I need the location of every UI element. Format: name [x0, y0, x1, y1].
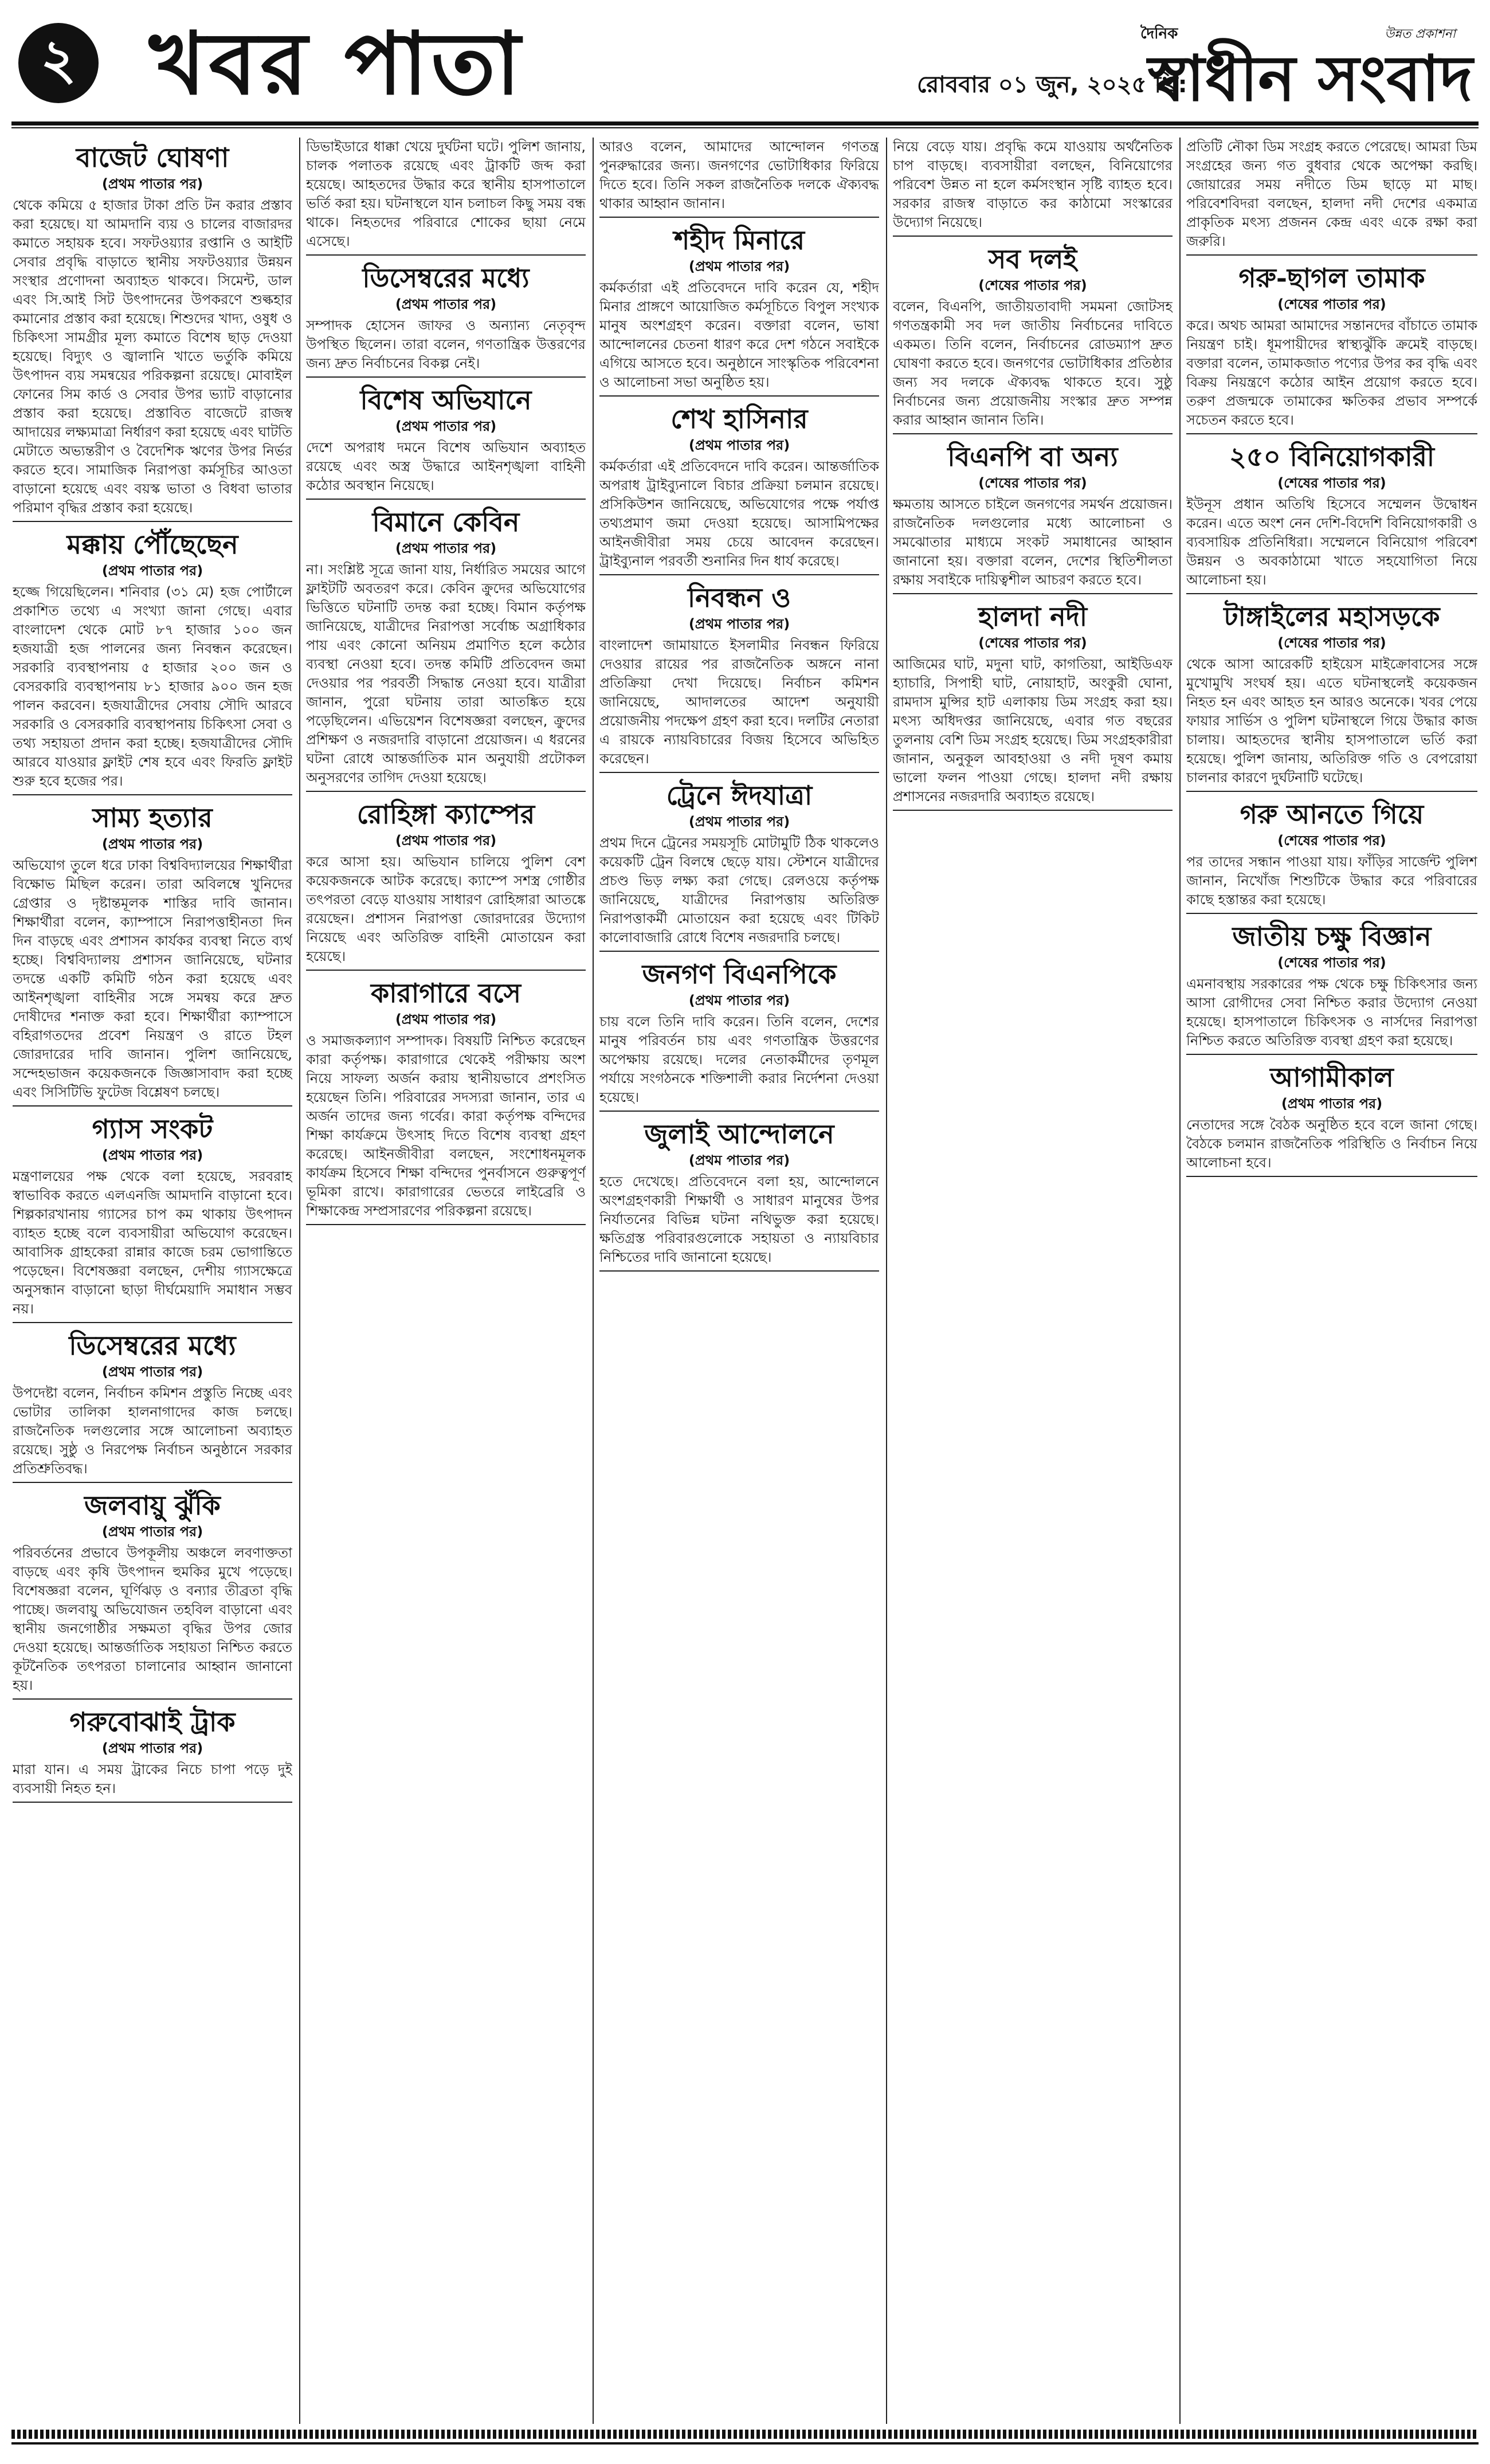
column-separator [886, 138, 887, 2424]
column-separator [299, 138, 300, 2424]
article-headline: সব দলই [988, 244, 1077, 274]
article-headline: ২৫০ বিনিয়োগকারী [1229, 441, 1435, 472]
article-body: উপদেষ্টা বলেন, নির্বাচন কমিশন প্রস্তুতি নিচ্ছে এবং ভোটার তালিকা হালনাগাদের কাজ চলছে। রাজনৈতিক দলগুলোর সঙ্গে আলোচনা অব্যাহত রয়েছে। সুষ্ঠু ও নিরপেক্ষ নির্বাচন অনুষ্ঠানে সরকার প্রতিশ্রুতিবদ্ধ। [13, 1385, 292, 1477]
news-article [599, 138, 879, 218]
news-article [893, 138, 1173, 237]
article-body: করে। অথচ আমরা আমাদের সন্তানদের বাঁচাতে তামাক নিয়ন্ত্রণ চাই। ধূমপায়ীদের স্বাস্থ্যঝুঁকি ক্রমেই বাড়ছে। বক্তারা বলেন, তামাকজাত পণ্যের উপর কর বৃদ্ধি এবং বিক্রয় নিয়ন্ত্রণে কঠোর আইন প্রয়োগ করতে হবে। তরুণ প্রজন্মকে তামাকের ক্ষতিকর প্রভাব সম্পর্কে সচেতন করতে হবে। [1186, 317, 1477, 428]
article-body: চায় বলে তিনি দাবি করেন। তিনি বলেন, দেশের মানুষ পরিবর্তন চায় এবং গণতান্ত্রিক উত্তরণের অপেক্ষায় রয়েছে। দলের নেতাকর্মীদের তৃণমূল পর্যায়ে সংগঠনকে শক্তিশালী করার নির্দেশনা দেওয়া হয়েছে। [599, 1014, 879, 1105]
news-article [306, 505, 586, 792]
continuation-note: (প্রথম পাতার পর) [395, 833, 497, 849]
news-article [1186, 798, 1477, 914]
article-body: দেশে অপরাধ দমনে বিশেষ অভিযান অব্যাহত রয়েছে এবং অস্ত্র উদ্ধারে আইনশৃঙ্খলা বাহিনী কঠোর অবস্থান নিয়েছে। [306, 440, 586, 493]
news-article [599, 958, 879, 1112]
news-article [306, 138, 586, 256]
masthead [11, 10, 1479, 119]
masthead-rule [11, 121, 1479, 125]
article-body: নিয়ে বেড়ে যায়। প্রবৃদ্ধি কমে যাওয়ায় অর্থনৈতিক চাপ বাড়ছে। ব্যবসায়ীরা বলছেন, বিনিয়োগের পরিবেশ উন্নত না হলে কর্মসংস্থান সৃষ্টি ব্যাহত হবে। সরকার রাজস্ব বাড়াতে কর কাঠামো সংস্কারের উদ্যোগ নিয়েছে। [893, 139, 1173, 230]
news-article [1186, 920, 1477, 1055]
article-divider [893, 433, 1173, 434]
article-body: নেতাদের সঙ্গে বৈঠক অনুষ্ঠিত হবে বলে জানা গেছে। বৈঠকে চলমান রাজনৈতিক পরিস্থিতি ও নির্বাচন নিয়ে আলোচনা হবে। [1186, 1117, 1477, 1171]
article-divider [13, 1322, 292, 1323]
article-headline: বাজেট ঘোষণা [76, 142, 229, 173]
article-divider [306, 499, 586, 500]
news-article [1186, 600, 1477, 792]
article-body: ও সমাজকল্যাণ সম্পাদক। বিষয়টি নিশ্চিত করেছেন কারা কর্তৃপক্ষ। কারাগারে থেকেই পরীক্ষায় অংশ নিয়ে সাফল্য অর্জন করায় স্থানীয়ভাবে প্রশংসিত হয়েছেন তিনি। পরিবারের সদস্যরা জানান, তার এ অর্জন তাদের জন্য গর্বের। কারা কর্তৃপক্ষ বন্দিদের শিক্ষা কার্যক্রমে উৎসাহ দিতে বিশেষ ব্যবস্থা গ্রহণ করেছে। আইনজীবীরা বলছেন, সংশোধনমূলক কার্যক্রম হিসেবে শিক্ষা বন্দিদের পুনর্বাসনে গুরুত্বপূর্ণ ভূমিকা রাখে। কারাগারের ভেতরে লাইব্রেরি ও শিক্ষাকেন্দ্র সম্প্রসারণের পরিকল্পনা রয়েছে। [306, 1033, 586, 1219]
column-4 [893, 138, 1173, 2424]
news-article [599, 402, 879, 575]
news-article [893, 440, 1173, 594]
article-divider [599, 951, 879, 952]
brand-tagline: উন্নত প্রকাশনা [1385, 27, 1456, 41]
article-body: হতে দেখেছে। প্রতিবেদনে বলা হয়, আন্দোলনে অংশগ্রহণকারী শিক্ষার্থী ও সাধারণ মানুষের উপর নির্যাতনের বিভিন্ন ঘটনা নথিভুক্ত করা হয়েছে। ক্ষতিগ্রস্ত পরিবারগুলোকে সহায়তা ও ন্যায়বিচার নিশ্চিতের দাবি জানানো হয়েছে। [599, 1174, 879, 1265]
bottom-rule [11, 2442, 1479, 2445]
article-divider [893, 593, 1173, 594]
news-article [13, 801, 292, 1107]
column-2 [306, 138, 586, 2424]
news-article [13, 1112, 292, 1323]
article-body: আজিমের ঘাট, মদুনা ঘাট, কাগতিয়া, আইডিএফ হ্যাচারি, সিপাহী ঘাট, নোয়াহাট, অংকুরী ঘোনা, রামদাস মুন্সির হাট এলাকায় ডিম সংগ্রহ করা হয়। মৎস্য অধিদপ্তর জানিয়েছে, এবার গত বছরের তুলনায় বেশি ডিম সংগ্রহ হয়েছে। ডিম সংগ্রহকারীরা জানান, অনুকূল আবহাওয়া ও নদী দূষণ কমায় ভালো ফলন পাওয়া গেছে। হালদা নদী রক্ষায় প্রশাসনের নজরদারি অব্যাহত রয়েছে। [893, 656, 1173, 805]
brand-daily-label: দৈনিক [1140, 25, 1178, 42]
article-body: ইউনূস প্রধান অতিথি হিসেবে সম্মেলন উদ্বোধন করেন। এতে অংশ নেন দেশি-বিদেশি বিনিয়োগকারী ও ব্যবসায়িক প্রতিনিধিরা। সম্মেলনে বিনিয়োগ পরিবেশ উন্নয়ন ও অবকাঠামো খাতে সহযোগিতা নিয়ে আলোচনা হয়। [1186, 496, 1477, 588]
article-divider [13, 1698, 292, 1700]
column-3 [599, 138, 879, 2424]
continuation-note: (প্রথম পাতার পর) [395, 540, 497, 556]
article-divider [893, 236, 1173, 237]
article-body: বাংলাদেশ জামায়াতে ইসলামীর নিবন্ধন ফিরিয়ে দেওয়ার রায়ের পর রাজনৈতিক অঙ্গনে নানা প্রতিক্রিয়া দেখা দিয়েছে। নির্বাচন কমিশন জানিয়েছে, আদালতের আদেশ অনুযায়ী প্রয়োজনীয় পদক্ষেপ গ্রহণ করা হবে। দলটির নেতারা এ রায়কে ন্যায়বিচারের বিজয় হিসেবে অভিহিত করেছেন। [599, 637, 879, 767]
article-headline: গরু-ছাগল তামাক [1238, 262, 1425, 293]
article-divider [13, 1105, 292, 1107]
article-divider [306, 376, 586, 378]
continuation-note: (শেষের পাতার পর) [978, 475, 1087, 491]
article-body: ডিভাইডারে ধাক্কা খেয়ে দুর্ঘটনা ঘটে। পুলিশ জানায়, চালক পলাতক রয়েছে এবং ট্রাকটি জব্দ করা হয়েছে। আহতদের উদ্ধার করে স্থানীয় হাসপাতালে ভর্তি করা হয়। ঘটনাস্থলে যান চলাচল কিছু সময় বন্ধ থাকে। নিহতদের পরিবারে শোকের ছায়া নেমে এসেছে। [306, 139, 586, 249]
column-separator [1179, 138, 1181, 2424]
article-divider [1186, 913, 1477, 914]
continuation-note: (শেষের পাতার পর) [1277, 955, 1386, 971]
article-headline: ট্রেনে ঈদযাত্রা [666, 780, 813, 811]
news-article [893, 600, 1173, 811]
continuation-note: (প্রথম পাতার পর) [688, 992, 790, 1009]
continuation-note: (প্রথম পাতার পর) [395, 418, 497, 434]
article-headline: মক্কায় পৌঁছেছেন [66, 529, 238, 560]
bottom-border [11, 2430, 1479, 2439]
article-divider [1186, 433, 1477, 434]
article-divider [1186, 791, 1477, 792]
news-article [893, 242, 1173, 434]
article-divider [893, 810, 1173, 811]
article-body: এমনাবস্থায় সরকারের পক্ষ থেকে চক্ষু চিকিৎসার জন্য আসা রোগীদের সেবা নিশ্চিত করার উদ্যোগ নেওয়া হয়েছে। হাসপাতালে চিকিৎসক ও নার্সদের নিরাপত্তা নিশ্চিত করতে অতিরিক্ত ব্যবস্থা গ্রহণ করা হয়েছে। [1186, 976, 1477, 1049]
article-headline: গ্যাস সংকট [92, 1113, 213, 1144]
newspaper-logo [1129, 14, 1473, 117]
article-body: পর তাদের সন্ধান পাওয়া যায়। ফাঁড়ির সার্জেন্ট পুলিশ জানান, নিখোঁজ শিশুটিকে উদ্ধার করে পরিবারের কাছে হস্তান্তর করা হয়েছে। [1186, 854, 1477, 908]
continuation-note: (প্রথম পাতার পর) [688, 1152, 790, 1168]
column-5 [1186, 138, 1477, 2424]
news-article [13, 1489, 292, 1700]
article-divider [599, 217, 879, 218]
continuation-note: (প্রথম পাতার পর) [395, 1011, 497, 1027]
continuation-note: (প্রথম পাতার পর) [101, 563, 203, 579]
continuation-note: (প্রথম পাতার পর) [688, 616, 790, 632]
article-headline: সাম্য হত্যার [92, 802, 213, 833]
article-body: কর্মকর্তারা এই প্রতিবেদনে দাবি করেন যে, শহীদ মিনার প্রাঙ্গণে আয়োজিত কর্মসূচিতে বিপুল সংখ্যক মানুষ অংশগ্রহণ করেন। বক্তারা বলেন, ভাষা আন্দোলনের চেতনা ধারণ করে দেশ গঠনে সবাইকে এগিয়ে আসতে হবে। অনুষ্ঠানে সাংস্কৃতিক পরিবেশনা ও আলোচনা সভা অনুষ্ঠিত হয়। [599, 280, 879, 390]
continuation-note: (শেষের পাতার পর) [978, 635, 1087, 651]
news-article [13, 141, 292, 522]
article-divider [599, 395, 879, 397]
news-article [1186, 138, 1477, 256]
article-divider [1186, 1054, 1477, 1055]
article-divider [1186, 593, 1477, 594]
continuation-note: (শেষের পাতার পর) [978, 277, 1087, 293]
continuation-note: (প্রথম পাতার পর) [1281, 1096, 1383, 1112]
news-article [306, 261, 586, 378]
news-article [1186, 1061, 1477, 1177]
article-body: কর্মকর্তারা এই প্রতিবেদনে দাবি করেন। আন্তর্জাতিক অপরাধ ট্রাইব্যুনালে বিচার প্রক্রিয়া চলমান রয়েছে। প্রসিকিউশন জানিয়েছে, অভিযোগের পক্ষে পর্যাপ্ত তথ্যপ্রমাণ জমা দেওয়া হয়েছে। আসামিপক্ষের আইনজীবীরা সময় চেয়ে আবেদন করেছেন। ট্রাইব্যুনাল পরবর্তী শুনানির দিন ধার্য করেছে। [599, 458, 879, 569]
article-headline: জাতীয় চক্ষু বিজ্ঞান [1232, 921, 1432, 952]
continuation-note: (প্রথম পাতার পর) [101, 1364, 203, 1380]
article-body: হজ্জে গিয়েছিলেন। শনিবার (৩১ মে) হজ পোর্টালে প্রকাশিত তথ্যে এ সংখ্যা জানা গেছে। এবার বাংলাদেশ থেকে মোট ৮৭ হাজার ১০০ জন হজযাত্রী হজ পালনের জন্য নিবন্ধন করেছেন। সরকারি ব্যবস্থাপনায় ৫ হাজার ২০০ জন ও বেসরকারি ব্যবস্থাপনায় ৮১ হাজার ৯০০ জন হজ পালন করবেন। হজযাত্রীদের সেবায় সৌদি আরবে সরকারি ও বেসরকারি ব্যবস্থাপনায় চিকিৎসা সেবা ও তথ্য সহায়তা প্রদান করা হচ্ছে। হজযাত্রীদের সৌদি আরবে যাওয়ার ফ্লাইট শেষ হবে এবং ফিরতি ফ্লাইট শুরু হবে হজের পর। [13, 584, 292, 789]
continuation-note: (প্রথম পাতার পর) [688, 437, 790, 453]
article-headline: হালদা নদী [978, 601, 1088, 632]
news-article [1186, 261, 1477, 434]
continuation-note: (প্রথম পাতার পর) [101, 1147, 203, 1163]
article-headline: শহীদ মিনারে [673, 225, 805, 256]
publication-date: রোববার ০১ জুন, ২০২৫ খ্রি: [917, 72, 1187, 98]
article-body: করে আসা হয়। অভিযান চালিয়ে পুলিশ বেশ কয়েকজনকে আটক করেছে। ক্যাম্পে সশস্ত্র গোষ্ঠীর তৎপরতা বেড়ে যাওয়ায় সাধারণ রোহিঙ্গারা আতঙ্কে রয়েছেন। প্রশাসন নিরাপত্তা জোরদারের উদ্যোগ নিয়েছে এবং অতিরিক্ত বাহিনী মোতায়েন করা হয়েছে। [306, 854, 586, 964]
article-divider [13, 1802, 292, 1803]
article-body: প্রথম দিনে ট্রেনের সময়সূচি মোটামুটি ঠিক থাকলেও কয়েকটি ট্রেন বিলম্বে ছেড়ে যায়। স্টেশনে যাত্রীদের প্রচণ্ড ভিড় লক্ষ্য করা গেছে। রেলওয়ে কর্তৃপক্ষ জানিয়েছে, যাত্রীদের নিরাপত্তায় অতিরিক্ত নিরাপত্তাকর্মী মোতায়েন করা হয়েছে এবং টিকিট কালোবাজারি রোধে বিশেষ নজরদারি চলছে। [599, 835, 879, 945]
continuation-note: (প্রথম পাতার পর) [395, 296, 497, 312]
news-article [13, 1329, 292, 1483]
article-body: বলেন, বিএনপি, জাতীয়তাবাদী সমমনা জোটসহ গণতন্ত্রকামী সব দল জাতীয় নির্বাচনের দাবিতে একমত। তিনি বলেন, নির্বাচনের রোডম্যাপ দ্রুত ঘোষণা করতে হবে। জনগণের ভোটাধিকার প্রতিষ্ঠার জন্য সব দলকে ঐক্যবদ্ধ থাকতে হবে। সুষ্ঠু নির্বাচনের জন্য প্রয়োজনীয় সংস্কার দ্রুত সম্পন্ন করার আহ্বান জানান তিনি। [893, 299, 1173, 428]
article-divider [306, 970, 586, 971]
article-divider [599, 574, 879, 575]
article-divider [306, 1224, 586, 1225]
column-separator [593, 138, 594, 2424]
continuation-note: (শেষের পাতার পর) [1277, 635, 1386, 651]
article-headline: বিমানে কেবিন [372, 507, 520, 537]
news-article [306, 798, 586, 971]
article-headline: জুলাই আন্দোলনে [644, 1119, 834, 1149]
article-headline: জনগণ বিএনপিকে [642, 959, 837, 990]
brand-name: স্বাধীন সংবাদ [1148, 41, 1473, 115]
continuation-note: (প্রথম পাতার পর) [688, 814, 790, 830]
news-article [599, 779, 879, 952]
article-divider [1186, 254, 1477, 256]
news-article [306, 383, 586, 500]
article-headline: কারাগারে বসে [371, 978, 521, 1009]
page-number-badge: ২ [18, 23, 99, 103]
news-article [13, 1705, 292, 1803]
article-headline: বিএনপি বা অন্য [947, 441, 1118, 472]
continuation-note: (শেষের পাতার পর) [1277, 296, 1386, 312]
article-headline: টাঙ্গাইলের মহাসড়কে [1224, 601, 1440, 632]
news-article [599, 581, 879, 773]
article-body: আরও বলেন, আমাদের আন্দোলন গণতন্ত্র পুনরুদ্ধারের জন্য। জনগণের ভোটাধিকার ফিরিয়ে দিতে হবে। তিনি সকল রাজনৈতিক দলকে ঐক্যবদ্ধ থাকার আহ্বান জানান। [599, 139, 879, 211]
article-body: ক্ষমতায় আসতে চাইলে জনগণের সমর্থন প্রয়োজন। রাজনৈতিক দলগুলোর মধ্যে আলোচনা ও সমঝোতার মাধ্যমে সংকট সমাধানের আহ্বান জানানো হয়। বক্তারা বলেন, দেশের স্থিতিশীলতা রক্ষায় সবাইকে দায়িত্বশীল আচরণ করতে হবে। [893, 496, 1173, 588]
article-body: মন্ত্রণালয়ের পক্ষ থেকে বলা হয়েছে, সরবরাহ স্বাভাবিক করতে এলএনজি আমদানি বাড়ানো হবে। শিল্পকারখানায় গ্যাসের চাপ কম থাকায় উৎপাদন ব্যাহত হচ্ছে বলে ব্যবসায়ীরা অভিযোগ করেছেন। আবাসিক গ্রাহকেরা রান্নার কাজে চরম ভোগান্তিতে পড়েছেন। বিশেষজ্ঞরা বলছেন, দেশীয় গ্যাসক্ষেত্রে অনুসন্ধান বাড়ানো ছাড়া দীর্ঘমেয়াদি সমাধান সম্ভব নয়। [13, 1168, 292, 1317]
article-body: প্রতিটি নৌকা ডিম সংগ্রহ করতে পেরেছে। আমরা ডিম সংগ্রহের জন্য গত বুধবার থেকে অপেক্ষা করছি। জোয়ারের সময় নদীতে ডিম ছাড়ে মা মাছ। পরিবেশবিদরা বলছেন, হালদা নদী দেশের একমাত্র প্রাকৃতিক মৎস্য প্রজনন কেন্দ্র এবং একে রক্ষা করা জরুরি। [1186, 139, 1477, 249]
article-divider [1186, 1176, 1477, 1177]
continuation-note: (প্রথম পাতার পর) [101, 1740, 203, 1756]
article-divider [599, 1270, 879, 1272]
article-headline: ডিসেম্বরের মধ্যে [69, 1330, 236, 1361]
news-article [599, 223, 879, 397]
article-headline: ডিসেম্বরের মধ্যে [362, 262, 530, 293]
continuation-note: (প্রথম পাতার পর) [101, 836, 203, 852]
article-body: মারা যান। এ সময় ট্রাকের নিচে চাপা পড়ে দুই ব্যবসায়ী নিহত হন। [13, 1761, 292, 1796]
news-article [13, 528, 292, 795]
article-headline: আগামীকাল [1270, 1062, 1394, 1093]
article-body: না। সংশ্লিষ্ট সূত্রে জানা যায়, নির্ধারিত সময়ের আগে ফ্লাইটটি অবতরণ করে। কেবিন ক্রুদের অভিযোগের ভিত্তিতে ঘটনাটি তদন্ত করা হচ্ছে। বিমান কর্তৃপক্ষ জানিয়েছে, যাত্রীদের নিরাপত্তা সর্বোচ্চ অগ্রাধিকার পায় এবং কোনো অনিয়ম প্রমাণিত হলে কঠোর ব্যবস্থা নেওয়া হবে। তদন্ত কমিটি প্রতিবেদন জমা দেওয়ার পর পরবর্তী সিদ্ধান্ত নেওয়া হবে। যাত্রীরা জানান, পুরো ঘটনায় তারা আতঙ্কিত হয়ে পড়েছিলেন। এভিয়েশন বিশেষজ্ঞরা বলছেন, ক্রুদের প্রশিক্ষণ ও নজরদারি বাড়ানো প্রয়োজন। এ ধরনের ঘটনা রোধে আন্তর্জাতিক মান অনুযায়ী প্রটোকল অনুসরণের তাগিদ দেওয়া হয়েছে। [306, 562, 586, 786]
article-headline: রোহিঙ্গা ক্যাম্পের [356, 799, 535, 830]
article-headline: গরু আনতে গিয়ে [1240, 799, 1424, 830]
article-divider [306, 254, 586, 256]
article-divider [599, 772, 879, 773]
masthead-rule-thin [11, 127, 1479, 128]
continuation-note: (প্রথম পাতার পর) [101, 176, 203, 192]
article-headline: নিবন্ধন ও [688, 582, 791, 613]
article-divider [13, 521, 292, 522]
continuation-note: (শেষের পাতার পর) [1277, 475, 1386, 491]
column-1 [13, 138, 292, 2424]
article-body: অভিযোগ তুলে ধরে ঢাকা বিশ্ববিদ্যালয়ের শিক্ষার্থীরা বিক্ষোভ মিছিল করেন। তারা অবিলম্বে খুনিদের গ্রেপ্তার ও দৃষ্টান্তমূলক শাস্তির দাবি জানান। শিক্ষার্থীরা বলেন, ক্যাম্পাসে নিরাপত্তাহীনতা দিন দিন বাড়ছে এবং প্রশাসন কার্যকর ব্যবস্থা নিতে ব্যর্থ হচ্ছে। বিশ্ববিদ্যালয় প্রশাসন জানিয়েছে, ঘটনার তদন্তে একটি কমিটি গঠন করা হয়েছে এবং আইনশৃঙ্খলা বাহিনীর সঙ্গে সমন্বয় করে দ্রুত দোষীদের শনাক্ত করা হবে। শিক্ষার্থীরা ক্যাম্পাসে বহিরাগতদের প্রবেশ নিয়ন্ত্রণ ও রাতে টহল জোরদারের দাবি জানান। পুলিশ জানিয়েছে, সন্দেহভাজন কয়েকজনকে জিজ্ঞাসাবাদ করা হচ্ছে এবং সিসিটিভি ফুটেজ বিশ্লেষণ চলছে। [13, 857, 292, 1100]
news-article [1186, 440, 1477, 594]
article-divider [13, 1482, 292, 1483]
article-divider [306, 791, 586, 792]
article-headline: শেখ হাসিনার [670, 403, 808, 434]
article-headline: বিশেষ অভিযানে [360, 384, 532, 415]
news-article [306, 976, 586, 1225]
news-article [599, 1117, 879, 1272]
continuation-note: (প্রথম পাতার পর) [688, 258, 790, 274]
article-body: থেকে কমিয়ে ৫ হাজার টাকা প্রতি টন করার প্রস্তাব করা হয়েছে। যা আমদানি ব্যয় ও চালের বাজারদর কমাতে সহায়ক হবে। সফটওয়্যার রপ্তানি ও আইটি সেবার প্রবৃদ্ধি বাড়াতে স্থানীয় সফটওয়্যার উন্নয়ন সংস্থার প্রণোদনা অব্যাহত থাকবে। সিমেন্ট, ডাল এবং সি.আই সিট উৎপাদনের উপকরণে শুল্কহার কমানোর প্রস্তাব করা হয়েছে। শিশুদের খাদ্য, ওষুধ ও চিকিৎসা সামগ্রীর মূল্য কমাতে বিশেষ ছাড় দেওয়া হয়েছে। বিদ্যুৎ ও জ্বালানি খাতে ভর্তুকি কমিয়ে উৎপাদন ব্যয় সমন্বয়ের পরিকল্পনা রয়েছে। মোবাইল ফোনের সিম কার্ড ও সেবার উপর ভ্যাট বাড়ানোর প্রস্তাব করা হয়েছে। প্রস্তাবিত বাজেটে রাজস্ব আদায়ের লক্ষ্যমাত্রা নির্ধারণ করা হয়েছে এবং ঘাটতি মেটাতে অভ্যন্তরীণ ও বৈদেশিক ঋণের উপর নির্ভর করতে হবে। সামাজিক নিরাপত্তা কর্মসূচির আওতা বাড়ানো হয়েছে এবং বয়স্ক ভাতা ও বিধবা ভাতার পরিমাণ বৃদ্ধির প্রস্তাব করা হয়েছে। [13, 197, 292, 516]
continuation-note: (শেষের পাতার পর) [1277, 833, 1386, 849]
article-body: সম্পাদক হোসেন জাফর ও অন্যান্য নেতৃবৃন্দ উপস্থিত ছিলেন। তারা বলেন, গণতান্ত্রিক উত্তরণের জন্য দ্রুত নির্বাচনের বিকল্প নেই। [306, 317, 586, 371]
section-title: খবর পাতা [149, 13, 524, 114]
article-body: থেকে আসা আরেকটি হাইয়েস মাইক্রোবাসের সঙ্গে মুখোমুখি সংঘর্ষ হয়। এতে ঘটনাস্থলেই কয়েকজন নিহত হন এবং আহত হন আরও অনেকে। খবর পেয়ে ফায়ার সার্ভিস ও পুলিশ ঘটনাস্থলে গিয়ে উদ্ধার কাজ চালায়। আহতদের স্থানীয় হাসপাতালে ভর্তি করা হয়েছে। পুলিশ জানায়, অতিরিক্ত গতি ও বেপরোয়া চালনার কারণে দুর্ঘটনাটি ঘটেছে। [1186, 656, 1477, 786]
article-headline: জলবায়ু ঝুঁকি [84, 1490, 221, 1521]
article-body: পরিবর্তনের প্রভাবে উপকূলীয় অঞ্চলে লবণাক্ততা বাড়ছে এবং কৃষি উৎপাদন হুমকির মুখে পড়েছে। বিশেষজ্ঞরা বলেন, ঘূর্ণিঝড় ও বন্যার তীব্রতা বৃদ্ধি পাচ্ছে। জলবায়ু অভিযোজন তহবিল বাড়ানো এবং স্থানীয় জনগোষ্ঠীর সক্ষমতা বৃদ্ধির উপর জোর দেওয়া হয়েছে। আন্তর্জাতিক সহায়তা নিশ্চিত করতে কূটনৈতিক তৎপরতা চালানোর আহ্বান জানানো হয়। [13, 1545, 292, 1693]
article-divider [13, 794, 292, 795]
continuation-note: (প্রথম পাতার পর) [101, 1524, 203, 1540]
article-divider [599, 1111, 879, 1112]
article-headline: গরুবোঝাই ট্রাক [69, 1706, 236, 1737]
